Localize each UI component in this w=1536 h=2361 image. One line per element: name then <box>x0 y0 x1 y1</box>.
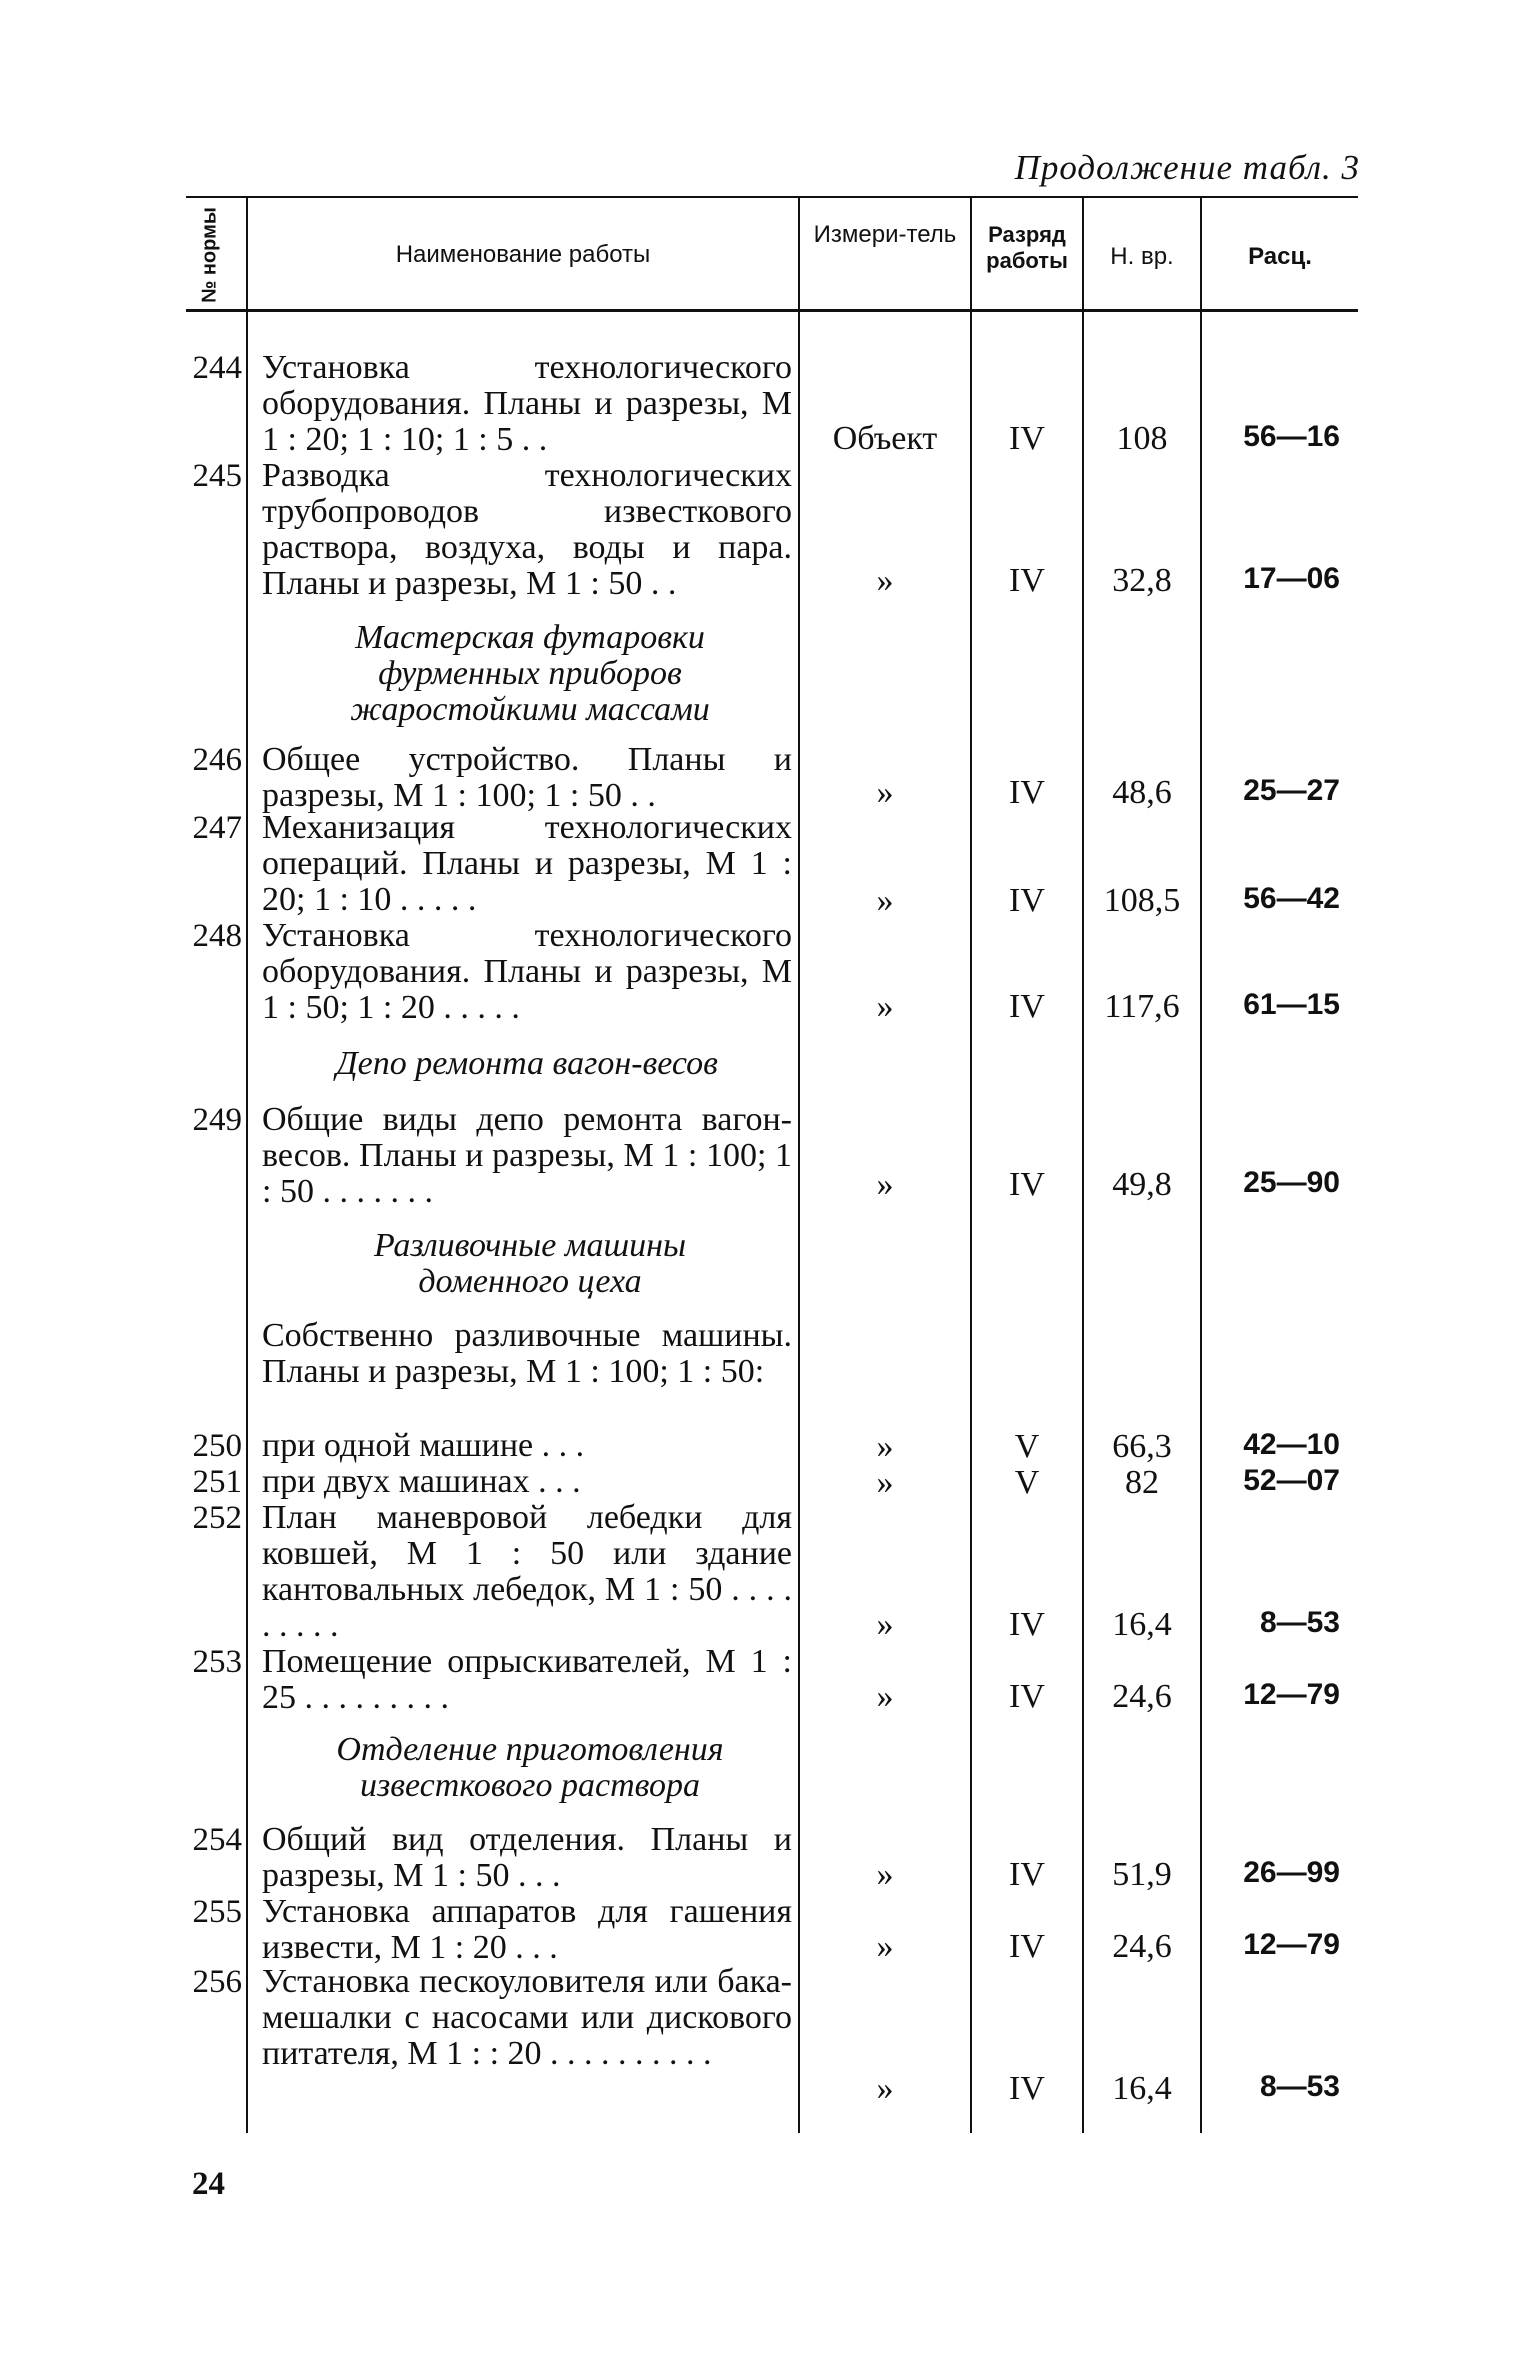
row-description: Установка пескоуловителя или бака-мешалки с насосами или дискового питателя, М 1 : : 20 . . . . . . . . . . <box>262 1963 792 2072</box>
row-description: при одной машине . . . <box>262 1427 585 1464</box>
row-description: Разводка технологических трубопроводов известкового раствора, воздуха, воды и пара. Планы и разрезы, М 1 : 50 . . <box>262 457 792 602</box>
row-rate: 25—27 <box>1243 774 1340 807</box>
row-time: 51,9 <box>1112 1856 1172 1893</box>
row-time: 108 <box>1116 420 1168 457</box>
row-grade: IV <box>1009 1928 1045 1965</box>
header-name: Наименование работы <box>395 241 651 268</box>
row-rate: 61—15 <box>1243 988 1340 1021</box>
page-number: 24 <box>192 2166 225 2202</box>
row-number: 256 <box>192 1964 242 2000</box>
row-number: 249 <box>192 1102 242 1138</box>
section-heading: Разливочные машины доменного цеха <box>373 1227 687 1300</box>
row-unit: » <box>876 1166 894 1203</box>
row-rate: 17—06 <box>1243 562 1340 595</box>
row-description: План маневровой лебедки для ковшей, М 1 : 50 или здание кантовальных лебедок, М 1 : 50 . . . . . . . . . <box>262 1499 792 1644</box>
row-description: Собственно разливочные машины. Планы и разрезы, М 1 : 100; 1 : 50: <box>262 1317 792 1390</box>
row-time: 82 <box>1125 1464 1159 1501</box>
row-rate: 12—79 <box>1243 1678 1340 1711</box>
table-top-rule <box>186 196 1358 198</box>
row-unit: » <box>876 988 894 1025</box>
row-time: 32,8 <box>1112 562 1172 599</box>
row-rate: 42—10 <box>1243 1428 1340 1461</box>
row-unit: » <box>876 774 894 811</box>
row-time: 108,5 <box>1103 882 1181 919</box>
row-grade: IV <box>1009 882 1045 919</box>
row-grade: V <box>1014 1428 1040 1465</box>
row-unit: » <box>876 1928 894 1965</box>
row-description: Механизация технологических операций. Планы и разрезы, М 1 : 20; 1 : 10 . . . . . <box>262 809 792 918</box>
continuation-caption: Продолжение табл. 3 <box>1014 148 1360 187</box>
row-grade: IV <box>1009 1678 1045 1715</box>
header-rate: Расц. <box>1248 243 1312 270</box>
row-number: 250 <box>192 1428 242 1464</box>
row-grade: V <box>1014 1464 1040 1501</box>
row-description: Общие виды депо ремонта вагон-весов. Планы и разрезы, М 1 : 100; 1 : 50 . . . . . . . <box>262 1101 792 1210</box>
row-unit: » <box>876 1464 894 1501</box>
row-description: Общий вид отделения. Планы и разрезы, М 1 : 50 . . . <box>262 1821 792 1894</box>
header-grade: Разряд работы <box>986 222 1068 273</box>
section-heading: Отделение приготовления известкового раствора <box>336 1731 724 1804</box>
row-number: 244 <box>192 350 242 386</box>
row-grade: IV <box>1009 1856 1045 1893</box>
row-description: Установка технологического оборудования. Планы и разрезы, М 1 : 20; 1 : 10; 1 : 5 . . <box>262 349 792 458</box>
row-grade: IV <box>1009 562 1045 599</box>
row-time: 49,8 <box>1112 1166 1172 1203</box>
row-time: 66,3 <box>1112 1428 1172 1465</box>
row-grade: IV <box>1009 774 1045 811</box>
column-divider <box>246 198 248 2133</box>
row-unit: » <box>876 1606 894 1643</box>
row-time: 24,6 <box>1112 1678 1172 1715</box>
row-unit: » <box>876 562 894 599</box>
row-unit: » <box>876 2070 894 2107</box>
section-heading: Депо ремонта вагон-весов <box>336 1045 718 1082</box>
header-bottom-rule <box>186 309 1358 312</box>
row-grade: IV <box>1009 1166 1045 1203</box>
row-time: 16,4 <box>1112 2070 1172 2107</box>
row-unit: » <box>876 882 894 919</box>
row-description: Общее устройство. Планы и разрезы, М 1 : 100; 1 : 50 . . <box>262 741 792 814</box>
row-number: 247 <box>192 810 242 846</box>
header-unit: Измери-тель <box>813 221 957 248</box>
row-time: 117,6 <box>1104 988 1180 1025</box>
row-rate: 56—42 <box>1243 882 1340 915</box>
row-unit: » <box>876 1678 894 1715</box>
row-grade: IV <box>1009 420 1045 457</box>
row-number: 245 <box>192 458 242 494</box>
row-rate: 8—53 <box>1259 2070 1340 2103</box>
row-description: Установка технологического оборудования. Планы и разрезы, М 1 : 50; 1 : 20 . . . . . <box>262 917 792 1026</box>
header-time: Н. вр. <box>1110 243 1174 270</box>
row-rate: 25—90 <box>1243 1166 1340 1199</box>
row-time: 16,4 <box>1112 1606 1172 1643</box>
row-grade: IV <box>1009 988 1045 1025</box>
row-rate: 52—07 <box>1243 1464 1340 1497</box>
row-rate: 56—16 <box>1243 420 1340 453</box>
row-description: при двух машинах . . . <box>262 1463 581 1500</box>
row-number: 252 <box>192 1500 242 1536</box>
row-description: Установка аппаратов для гашения извести, М 1 : 20 . . . <box>262 1893 792 1966</box>
row-unit: » <box>876 1856 894 1893</box>
row-rate: 26—99 <box>1243 1856 1340 1889</box>
row-number: 246 <box>192 742 242 778</box>
row-description: Помещение опрыскивателей, М 1 : 25 . . . . . . . . . <box>262 1643 792 1716</box>
row-number: 255 <box>192 1894 242 1930</box>
row-time: 48,6 <box>1112 774 1172 811</box>
row-number: 251 <box>192 1464 242 1500</box>
row-unit: Объект <box>832 420 938 457</box>
row-number: 248 <box>192 918 242 954</box>
row-rate: 8—53 <box>1259 1606 1340 1639</box>
row-rate: 12—79 <box>1243 1928 1340 1961</box>
row-grade: IV <box>1009 2070 1045 2107</box>
row-unit: » <box>876 1428 894 1465</box>
row-number: 253 <box>192 1644 242 1680</box>
section-heading: Мастерская футаровки фурменных приборов жаростойкими массами <box>350 619 710 728</box>
header-num: № нормы <box>198 207 221 303</box>
row-time: 24,6 <box>1112 1928 1172 1965</box>
row-grade: IV <box>1009 1606 1045 1643</box>
row-number: 254 <box>192 1822 242 1858</box>
